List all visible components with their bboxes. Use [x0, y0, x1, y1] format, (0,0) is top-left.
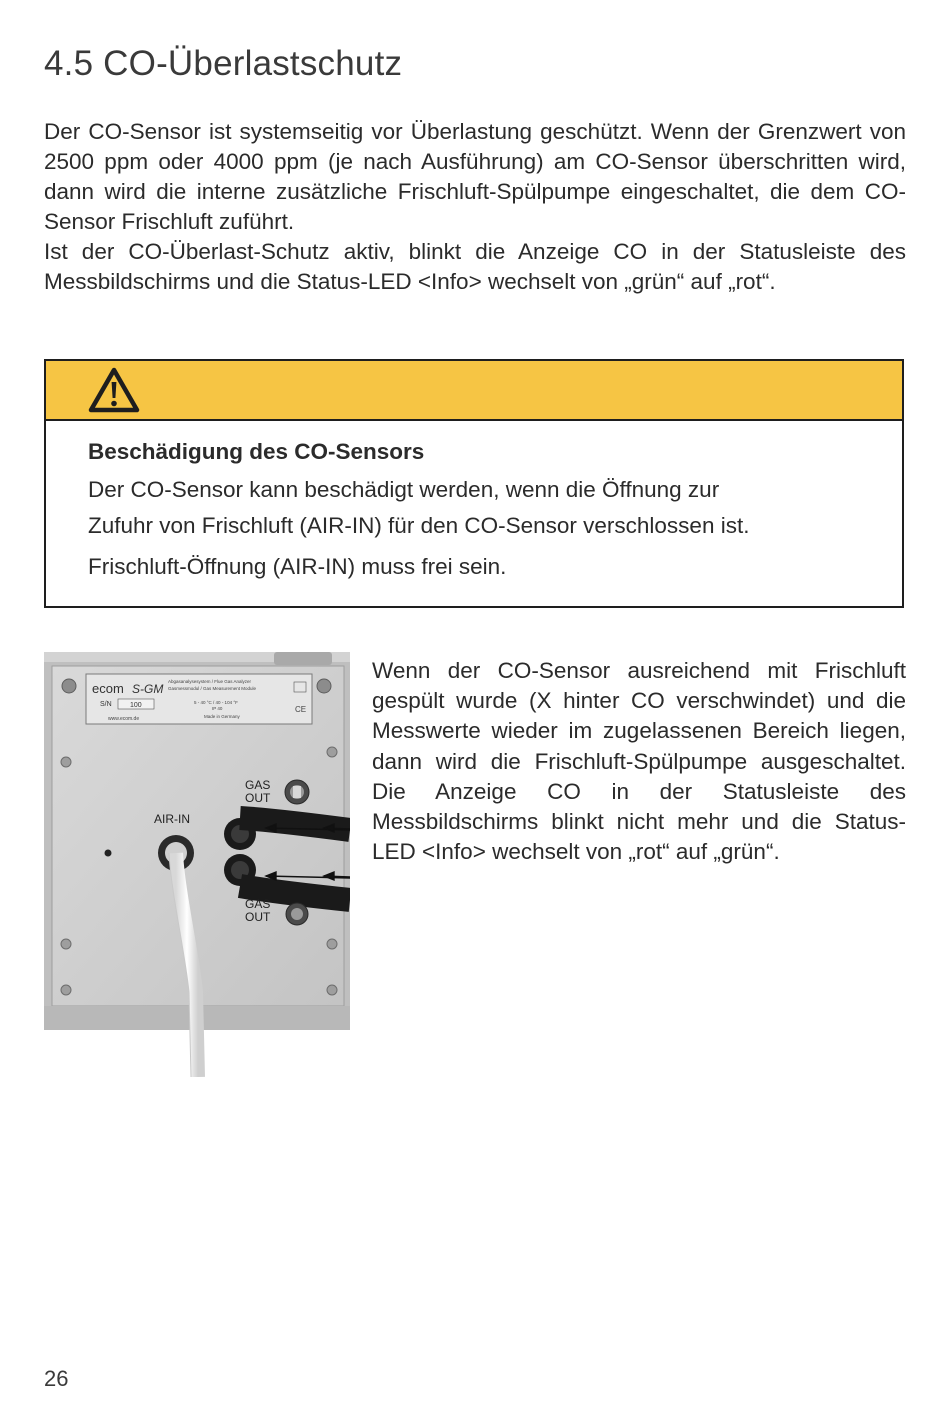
serial-label: S/N — [100, 701, 112, 708]
ce-mark-icon: CE — [295, 705, 307, 714]
plate-line-5: Made in Germany — [204, 714, 240, 719]
vent-hole — [105, 850, 112, 857]
plate-line-1: Abgasanalysesystem / Flue Gas Analyzer — [168, 679, 252, 684]
gas-out-label-bottom-2: OUT — [245, 910, 271, 924]
warning-line-2: Zufuhr von Frischluft (AIR-IN) für den CO-Sensor verschlossen ist. — [88, 513, 750, 538]
plate-line-4: IP 40 — [212, 706, 223, 711]
side-paragraph: Wenn der CO-Sensor ausreichend mit Frischluft gespült wurde (X hinter CO verschwindet) und die Messwerte wieder im zugelassenen Bereich liegen, dann wird die Frischluft-Spülpumpe ausgeschaltet. Die Anzeige CO in der Statusleiste des Messbildschirms blinkt nicht mehr und die Status-LED <Info> wechselt von „rot“ auf „grün“. — [372, 658, 906, 865]
gas-out-label-top-2: OUT — [245, 791, 271, 805]
plate-line-2: Gasmessmodul / Gas Measurement Module — [168, 686, 257, 691]
warning-heading: Beschädigung des CO-Sensors — [88, 439, 425, 464]
model-text: S-GM — [132, 682, 164, 696]
website-text: www.ecom.de — [108, 716, 140, 722]
brand-text: ecom — [92, 681, 124, 696]
warning-triangle-icon — [88, 367, 140, 413]
gas-out-label-top: GAS — [245, 778, 271, 792]
device-photo — [44, 652, 350, 1077]
intro-paragraph-2: Ist der CO-Überlast-Schutz aktiv, blinkt die Anzeige CO in der Statusleiste des Messbildschirms und die Status-LED <Info> wechselt von „grün“ auf „rot“. — [44, 239, 906, 294]
serial-value: 100 — [130, 702, 142, 709]
warning-header — [46, 361, 902, 421]
gas-out-label-bottom: GAS — [245, 897, 271, 911]
page-number: 26 — [44, 1366, 69, 1391]
section-title: 4.5 CO-Überlastschutz — [44, 44, 403, 83]
warning-line-3: Frischluft-Öffnung (AIR-IN) muss frei sein. — [88, 554, 507, 579]
plate-line-3: 5 - 40 °C / 40 - 104 °F — [194, 700, 238, 705]
warning-box — [44, 359, 904, 608]
intro-paragraph-1: Der CO-Sensor ist systemseitig vor Überlastung geschützt. Wenn der Grenzwert von 2500 ppm oder 4000 ppm (je nach Ausführung) am CO-Sensor überschritten wird, dann wird die interne zusätzliche Frischluft-Spülpumpe eingeschaltet, die dem CO-Sensor Frischluft zuführt. — [44, 119, 906, 234]
handle-mount — [274, 652, 332, 665]
warning-line-1: Der CO-Sensor kann beschädigt werden, wenn die Öffnung zur — [88, 477, 720, 502]
air-in-label: AIR-IN — [154, 812, 190, 826]
